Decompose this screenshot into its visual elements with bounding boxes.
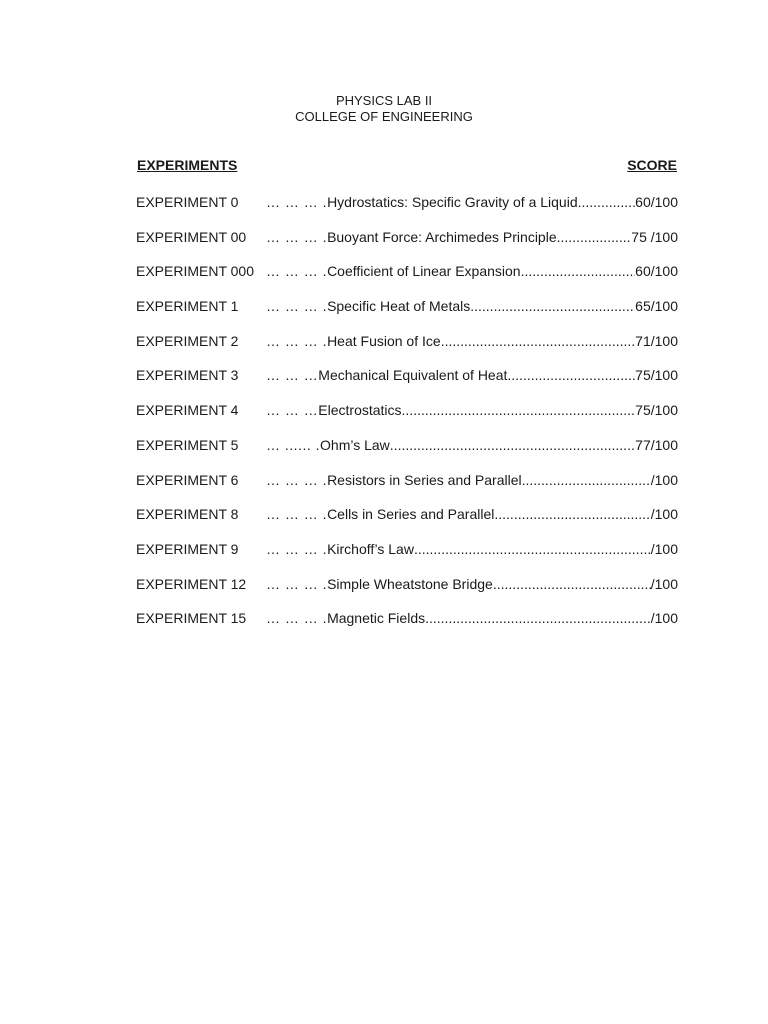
experiment-row [136,471,678,506]
experiment-leader: … … … . [266,506,328,523]
experiment-title: Coefficient of Linear Expansion [327,263,521,280]
experiment-label: EXPERIMENT 6 [136,471,239,488]
experiment-leader: … … … . [266,228,328,245]
experiment-row [136,505,678,540]
experiment-title: Heat Fusion of Ice [327,332,441,349]
experiment-leader: … … … [266,367,319,384]
score-column-header: SCORE [627,157,677,173]
experiment-label: EXPERIMENT 2 [136,332,239,349]
experiment-title: Cells in Series and Parallel [327,506,495,523]
dot-leader [494,505,650,523]
experiments-list [136,193,678,644]
dot-leader [470,297,635,315]
experiment-row [136,332,678,367]
dot-leader [522,471,651,489]
experiment-label: EXPERIMENT 5 [136,436,239,453]
experiment-title: Simple Wheatstone Bridge [327,575,493,592]
experiment-label: EXPERIMENT 0 [136,194,239,210]
experiment-score: /100 [650,540,678,557]
experiment-leader: … … … . [266,471,328,488]
experiment-row [136,297,678,332]
dot-leader [390,436,635,454]
experiments-column-header: EXPERIMENTS [137,157,238,173]
experiment-score: 60/100 [635,263,678,280]
experiment-label: EXPERIMENT 4 [136,402,239,419]
experiment-title: Mechanical Equivalent of Heat [318,367,508,384]
experiment-score: 75/100 [635,402,678,419]
experiment-row [136,575,678,610]
dot-leader [441,332,635,350]
experiment-label: EXPERIMENT 12 [136,575,247,592]
experiment-label: EXPERIMENT 00 [136,228,247,245]
experiment-leader: … … … [266,402,319,419]
experiment-title: Ohm’s Law [320,436,390,453]
experiment-title: Hydrostatics: Specific Gravity of a Liquid [327,194,578,210]
experiment-score: /100 [650,610,678,627]
experiment-title: Magnetic Fields [327,610,426,627]
dot-leader [578,193,636,211]
experiment-row [136,609,678,644]
experiment-score: 65/100 [635,298,678,315]
experiment-label: EXPERIMENT 3 [136,367,239,384]
experiment-leader: … … … . [266,610,328,627]
experiment-title: Electrostatics [318,402,402,419]
experiment-row [136,436,678,471]
experiment-leader: … … … . [266,540,328,557]
dot-leader [507,366,635,384]
college-name: COLLEGE OF ENGINEERING [295,109,473,124]
experiment-row [136,228,678,263]
dot-leader [414,540,651,558]
experiment-label: EXPERIMENT 9 [136,540,239,557]
experiment-row [136,401,678,436]
experiment-score: 77/100 [635,436,678,453]
experiment-leader: … ...... . [266,436,321,453]
experiment-title: Buoyant Force: Archimedes Principle [327,228,557,245]
dot-leader [493,575,651,593]
experiment-row [136,193,678,228]
experiment-leader: … … … . [266,263,328,280]
experiment-title: Specific Heat of Metals [327,298,471,315]
experiment-score: /100 [650,506,678,523]
experiment-leader: … … … . [266,575,328,592]
experiment-leader: … … … . [266,298,328,315]
experiment-score: /100 [650,471,678,488]
experiment-leader: … … … . [266,332,328,349]
dot-leader [402,401,636,419]
experiment-label: EXPERIMENT 8 [136,506,239,523]
experiment-row [136,540,678,575]
experiment-score: 75/100 [635,367,678,384]
experiment-label: EXPERIMENT 15 [136,610,247,627]
experiment-title: Resistors in Series and Parallel [327,471,522,488]
experiment-leader: … … … . [266,194,328,210]
dot-leader [425,609,651,627]
experiment-row [136,262,678,297]
experiment-score: /100 [650,575,678,592]
dot-leader [521,262,636,280]
experiment-score: 71/100 [635,332,678,349]
dot-leader [557,228,632,246]
experiment-row [136,366,678,401]
experiment-label: EXPERIMENT 000 [136,263,255,280]
experiment-title: Kirchoff’s Law [327,540,414,557]
experiment-score: 60/100 [635,194,678,210]
lab-title: PHYSICS LAB II [335,93,433,108]
experiment-label: EXPERIMENT 1 [136,298,239,315]
experiment-score: 75 /100 [631,228,678,245]
